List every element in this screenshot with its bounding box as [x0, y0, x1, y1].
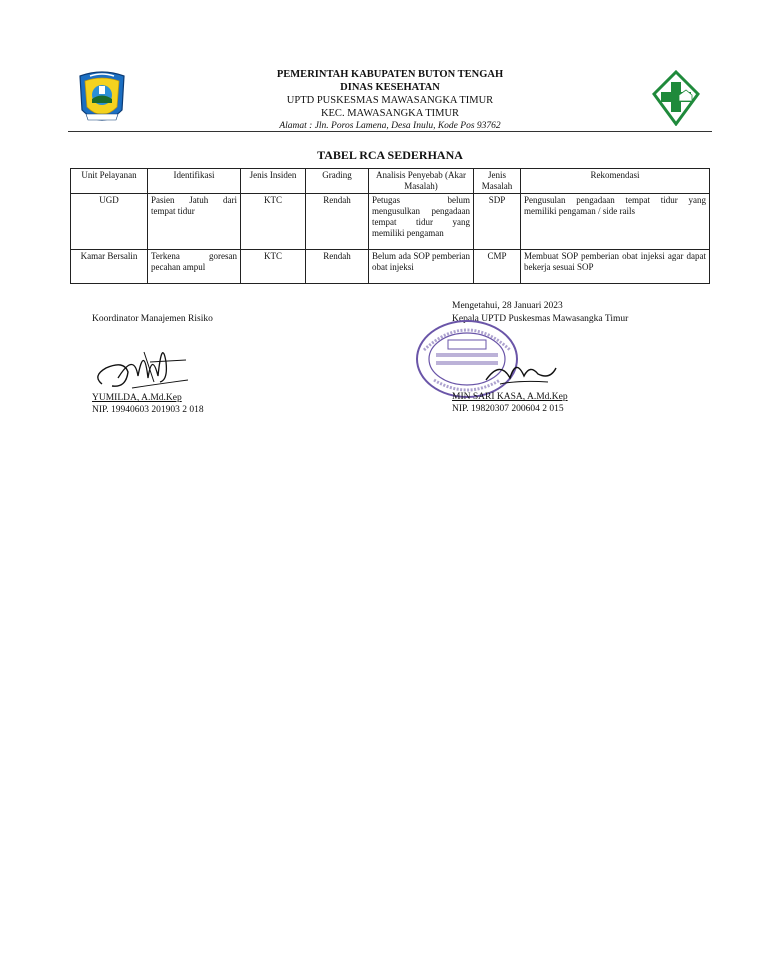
cell-grading: Rendah: [306, 250, 369, 284]
letterhead-government: PEMERINTAH KABUPATEN BUTON TENGAH: [276, 69, 504, 80]
header-grading: Grading: [306, 169, 369, 194]
cell-identification: Terkena goresan pecahan ampul: [148, 250, 241, 284]
header-incident-type: Jenis Insiden: [241, 169, 306, 194]
letterhead-unit: UPTD PUSKESMAS MAWASANGKA TIMUR: [286, 95, 494, 106]
puskesmas-cross-icon: [652, 70, 700, 126]
handwritten-signature-right: [480, 350, 560, 390]
left-signer-name: YUMILDA, A.Md.Kep: [92, 393, 182, 403]
cell-root-cause: Petugas belum mengusulkan pengadaan tempat tidur yang memiliki pengaman: [369, 194, 474, 250]
cell-recommendation: Membuat SOP pemberian obat injeksi agar dapat bekerja sesuai SOP: [521, 250, 710, 284]
header-identification: Identifikasi: [148, 169, 241, 194]
cell-recommendation: Pengusulan pengadaan tempat tidur yang memiliki pengaman / side rails: [521, 194, 710, 250]
left-signer-nip: NIP. 19940603 201903 2 018: [92, 405, 204, 415]
cell-unit: Kamar Bersalin: [71, 250, 148, 284]
cell-identification: Pasien Jatuh dari tempat tidur: [148, 194, 241, 250]
letterhead-district: KEC. MAWASANGKA TIMUR: [320, 108, 460, 119]
right-signer-name: MIN SARI KASA, A.Md.Kep: [452, 392, 568, 402]
rca-table: [70, 168, 710, 284]
letterhead-department: DINAS KESEHATAN: [340, 82, 440, 93]
table-row: [71, 250, 710, 284]
cell-problem-type: SDP: [474, 194, 521, 250]
cell-root-cause: Belum ada SOP pemberian obat injeksi: [369, 250, 474, 284]
header-unit: Unit Pelayanan: [71, 169, 148, 194]
header-problem-type: Jenis Masalah: [474, 169, 521, 194]
handwritten-signature-left: [88, 332, 198, 394]
right-signer-nip: NIP. 19820307 200604 2 015: [452, 404, 564, 414]
acknowledgement-date: Mengetahui, 28 Januari 2023: [452, 301, 563, 311]
header-root-cause: Analisis Penyebab (Akar Masalah): [369, 169, 474, 194]
cell-incident-type: KTC: [241, 194, 306, 250]
document-title: TABEL RCA SEDERHANA: [317, 148, 463, 162]
cell-unit: UGD: [71, 194, 148, 250]
table-header-row: [71, 169, 710, 194]
left-signer-role: Koordinator Manajemen Risiko: [92, 314, 213, 324]
cell-grading: Rendah: [306, 194, 369, 250]
letterhead-address: Alamat : Jln. Poros Lamena, Desa Inulu, Kode Pos 93762: [279, 121, 501, 131]
cell-incident-type: KTC: [241, 250, 306, 284]
cell-problem-type: CMP: [474, 250, 521, 284]
regency-emblem-icon: [76, 70, 128, 130]
right-signer-role: Kepala UPTD Puskesmas Mawasangka Timur: [452, 314, 629, 324]
header-recommendation: Rekomendasi: [521, 169, 710, 194]
table-row: [71, 194, 710, 250]
letterhead-divider: [68, 131, 712, 132]
letterhead: [180, 68, 600, 133]
